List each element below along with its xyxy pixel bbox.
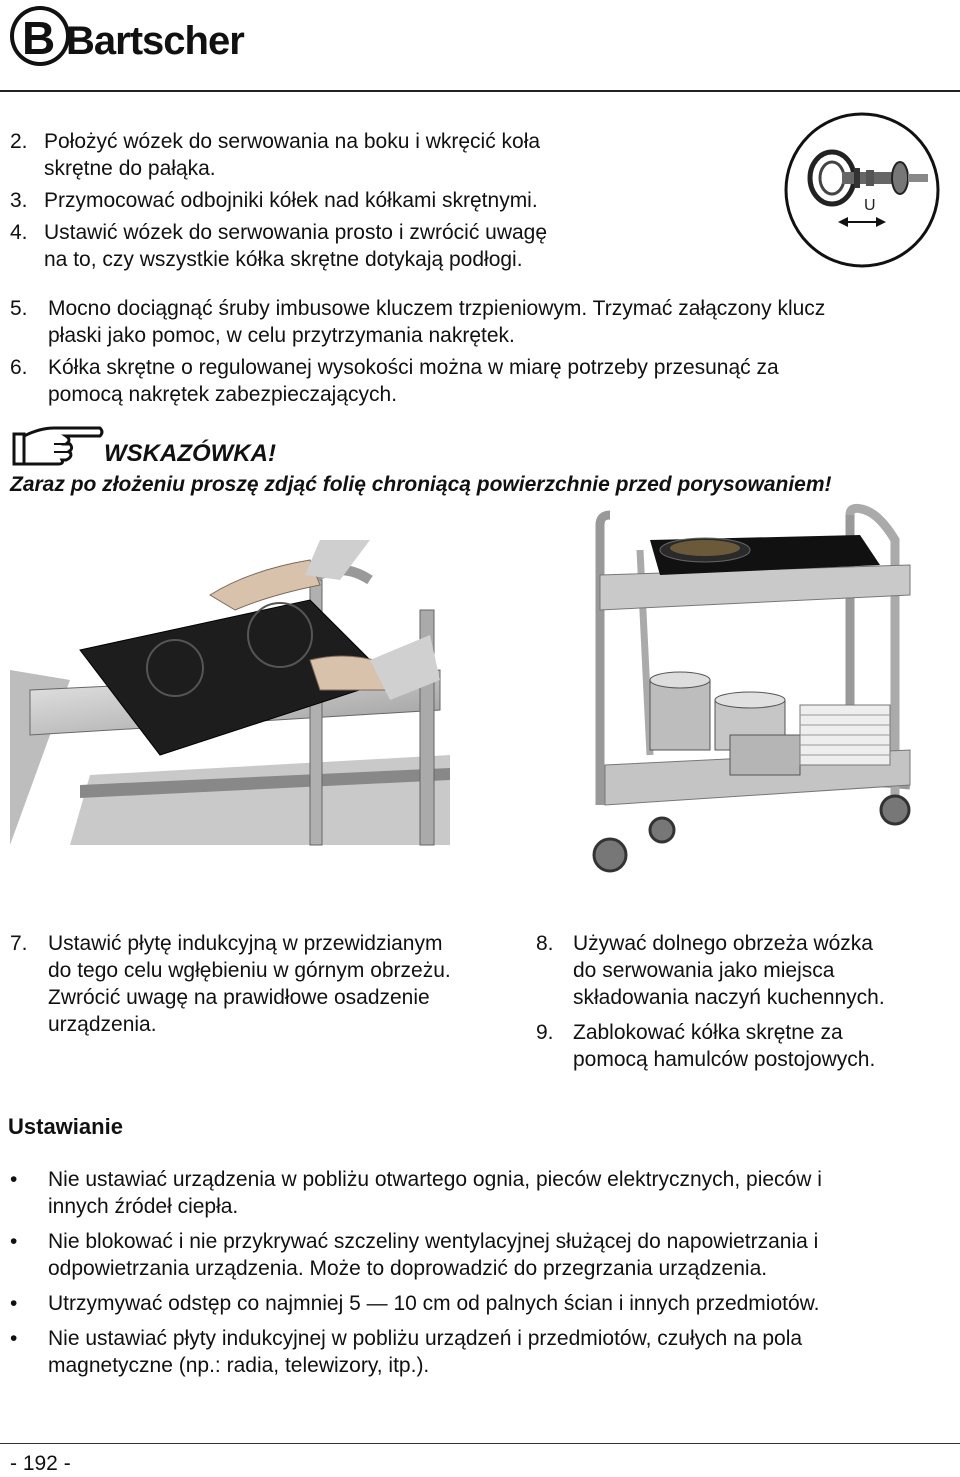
step-7 — [10, 930, 520, 1038]
footer-divider — [0, 1443, 960, 1444]
step-text: Ustawić wózek do serwowania prosto i zwrócić uwagę — [44, 221, 548, 244]
step-text: Mocno dociągnąć śruby imbusowe kluczem trzpieniowym. Trzymać załączony klucz — [48, 297, 826, 320]
bullet-text: Nie blokować i nie przykrywać szczeliny wentylacyjnej służącej do napowietrzania i — [48, 1230, 819, 1253]
bullet-symbol: • — [10, 1168, 18, 1191]
steps-8-9 — [536, 930, 956, 1073]
step-6 — [10, 354, 950, 408]
step-number: 9. — [536, 1021, 554, 1044]
step-number: 4. — [10, 221, 28, 244]
step-text: do tego celu wgłębieniu w górnym obrzeżu. — [48, 959, 451, 982]
step-text: Zwrócić uwagę na prawidłowe osadzenie — [48, 986, 430, 1009]
header-divider — [0, 90, 960, 92]
bullet-text: Utrzymywać odstęp co najmniej 5 — 10 cm od palnych ścian i innych przedmiotów. — [48, 1292, 820, 1315]
induction-plate-on-trolley-photo — [10, 540, 450, 845]
page-number: - 192 - — [10, 1452, 71, 1475]
step-9 — [536, 1019, 956, 1073]
bullet-symbol: • — [10, 1327, 18, 1350]
caster-mounting-detail-image — [782, 110, 942, 270]
step-text: Używać dolnego obrzeża wózka — [573, 932, 873, 955]
bullet-symbol: • — [10, 1292, 18, 1315]
bullet-text: Nie ustawiać urządzenia w pobliżu otwartego ognia, pieców elektrycznych, pieców i — [48, 1168, 822, 1191]
setup-bullet-list — [8, 1166, 943, 1387]
step-number: 3. — [10, 189, 28, 212]
step-4 — [10, 219, 710, 273]
bullet-text: magnetyczne (np.: radia, telewizory, itp.). — [48, 1354, 430, 1377]
step-number: 5. — [10, 297, 28, 320]
bullet-symbol: • — [10, 1230, 18, 1253]
bullet-item — [8, 1166, 943, 1220]
brand-name: Bartscher — [66, 19, 244, 63]
step-text: urządzenia. — [48, 1013, 157, 1036]
steps-2-4 — [10, 128, 710, 273]
step-text: Kółka skrętne o regulowanej wysokości można w miarę potrzeby przesunąć za — [48, 356, 779, 379]
steps-5-6 — [10, 295, 950, 408]
step-text: pomocą nakrętek zabezpieczających. — [48, 383, 398, 406]
step-text: pomocą hamulców postojowych. — [573, 1048, 876, 1071]
step-8 — [536, 930, 956, 1011]
step-text: płaski jako pomoc, w celu przytrzymania nakrętek. — [48, 324, 515, 347]
step-text: Zablokować kółka skrętne za — [573, 1021, 843, 1044]
bullet-item — [8, 1228, 943, 1282]
step-text: skrętne do pałąka. — [44, 157, 216, 180]
step-text: do serwowania jako miejsca — [573, 959, 835, 982]
step-number: 2. — [10, 130, 28, 153]
step-text: na to, czy wszystkie kółka skrętne dotykają podłogi. — [44, 248, 523, 271]
step-text: Przymocować odbojniki kółek nad kółkami skrętnymi. — [44, 189, 538, 212]
svg-text:B: B — [22, 12, 56, 64]
step-7-block — [10, 930, 520, 1038]
step-number: 6. — [10, 356, 28, 379]
bullet-item — [8, 1290, 943, 1317]
step-text: Ustawić płytę indukcyjną w przewidzianym — [48, 932, 443, 955]
step-number: 8. — [536, 932, 554, 955]
bartscher-logo — [8, 4, 244, 68]
step-3 — [10, 187, 710, 214]
note-text: Zaraz po złożeniu proszę zdjąć folię chroniącą powierzchnie przed porysowaniem! — [10, 473, 832, 496]
step-text: Położyć wózek do serwowania na boku i wkręcić koła — [44, 130, 541, 153]
bullet-text: Nie ustawiać płyty indukcyjnej w pobliżu urządzeń i przedmiotów, czułych na pola — [48, 1327, 803, 1350]
step-5 — [10, 295, 950, 349]
step-2 — [10, 128, 710, 182]
bullet-text: innych źródeł ciepła. — [48, 1195, 239, 1218]
note-title: WSKAZÓWKA! — [104, 440, 276, 467]
section-heading: Ustawianie — [8, 1114, 123, 1139]
bullet-text: odpowietrzania urządzenia. Może to doprowadzić do przegrzania urządzenia. — [48, 1257, 768, 1280]
pointing-hand-icon — [10, 420, 106, 468]
step-text: składowania naczyń kuchennych. — [573, 986, 885, 1009]
trolley-with-cookware-photo — [580, 505, 925, 880]
bullet-item — [8, 1325, 943, 1379]
step-number: 7. — [10, 932, 28, 955]
svg-text:U: U — [864, 197, 876, 214]
